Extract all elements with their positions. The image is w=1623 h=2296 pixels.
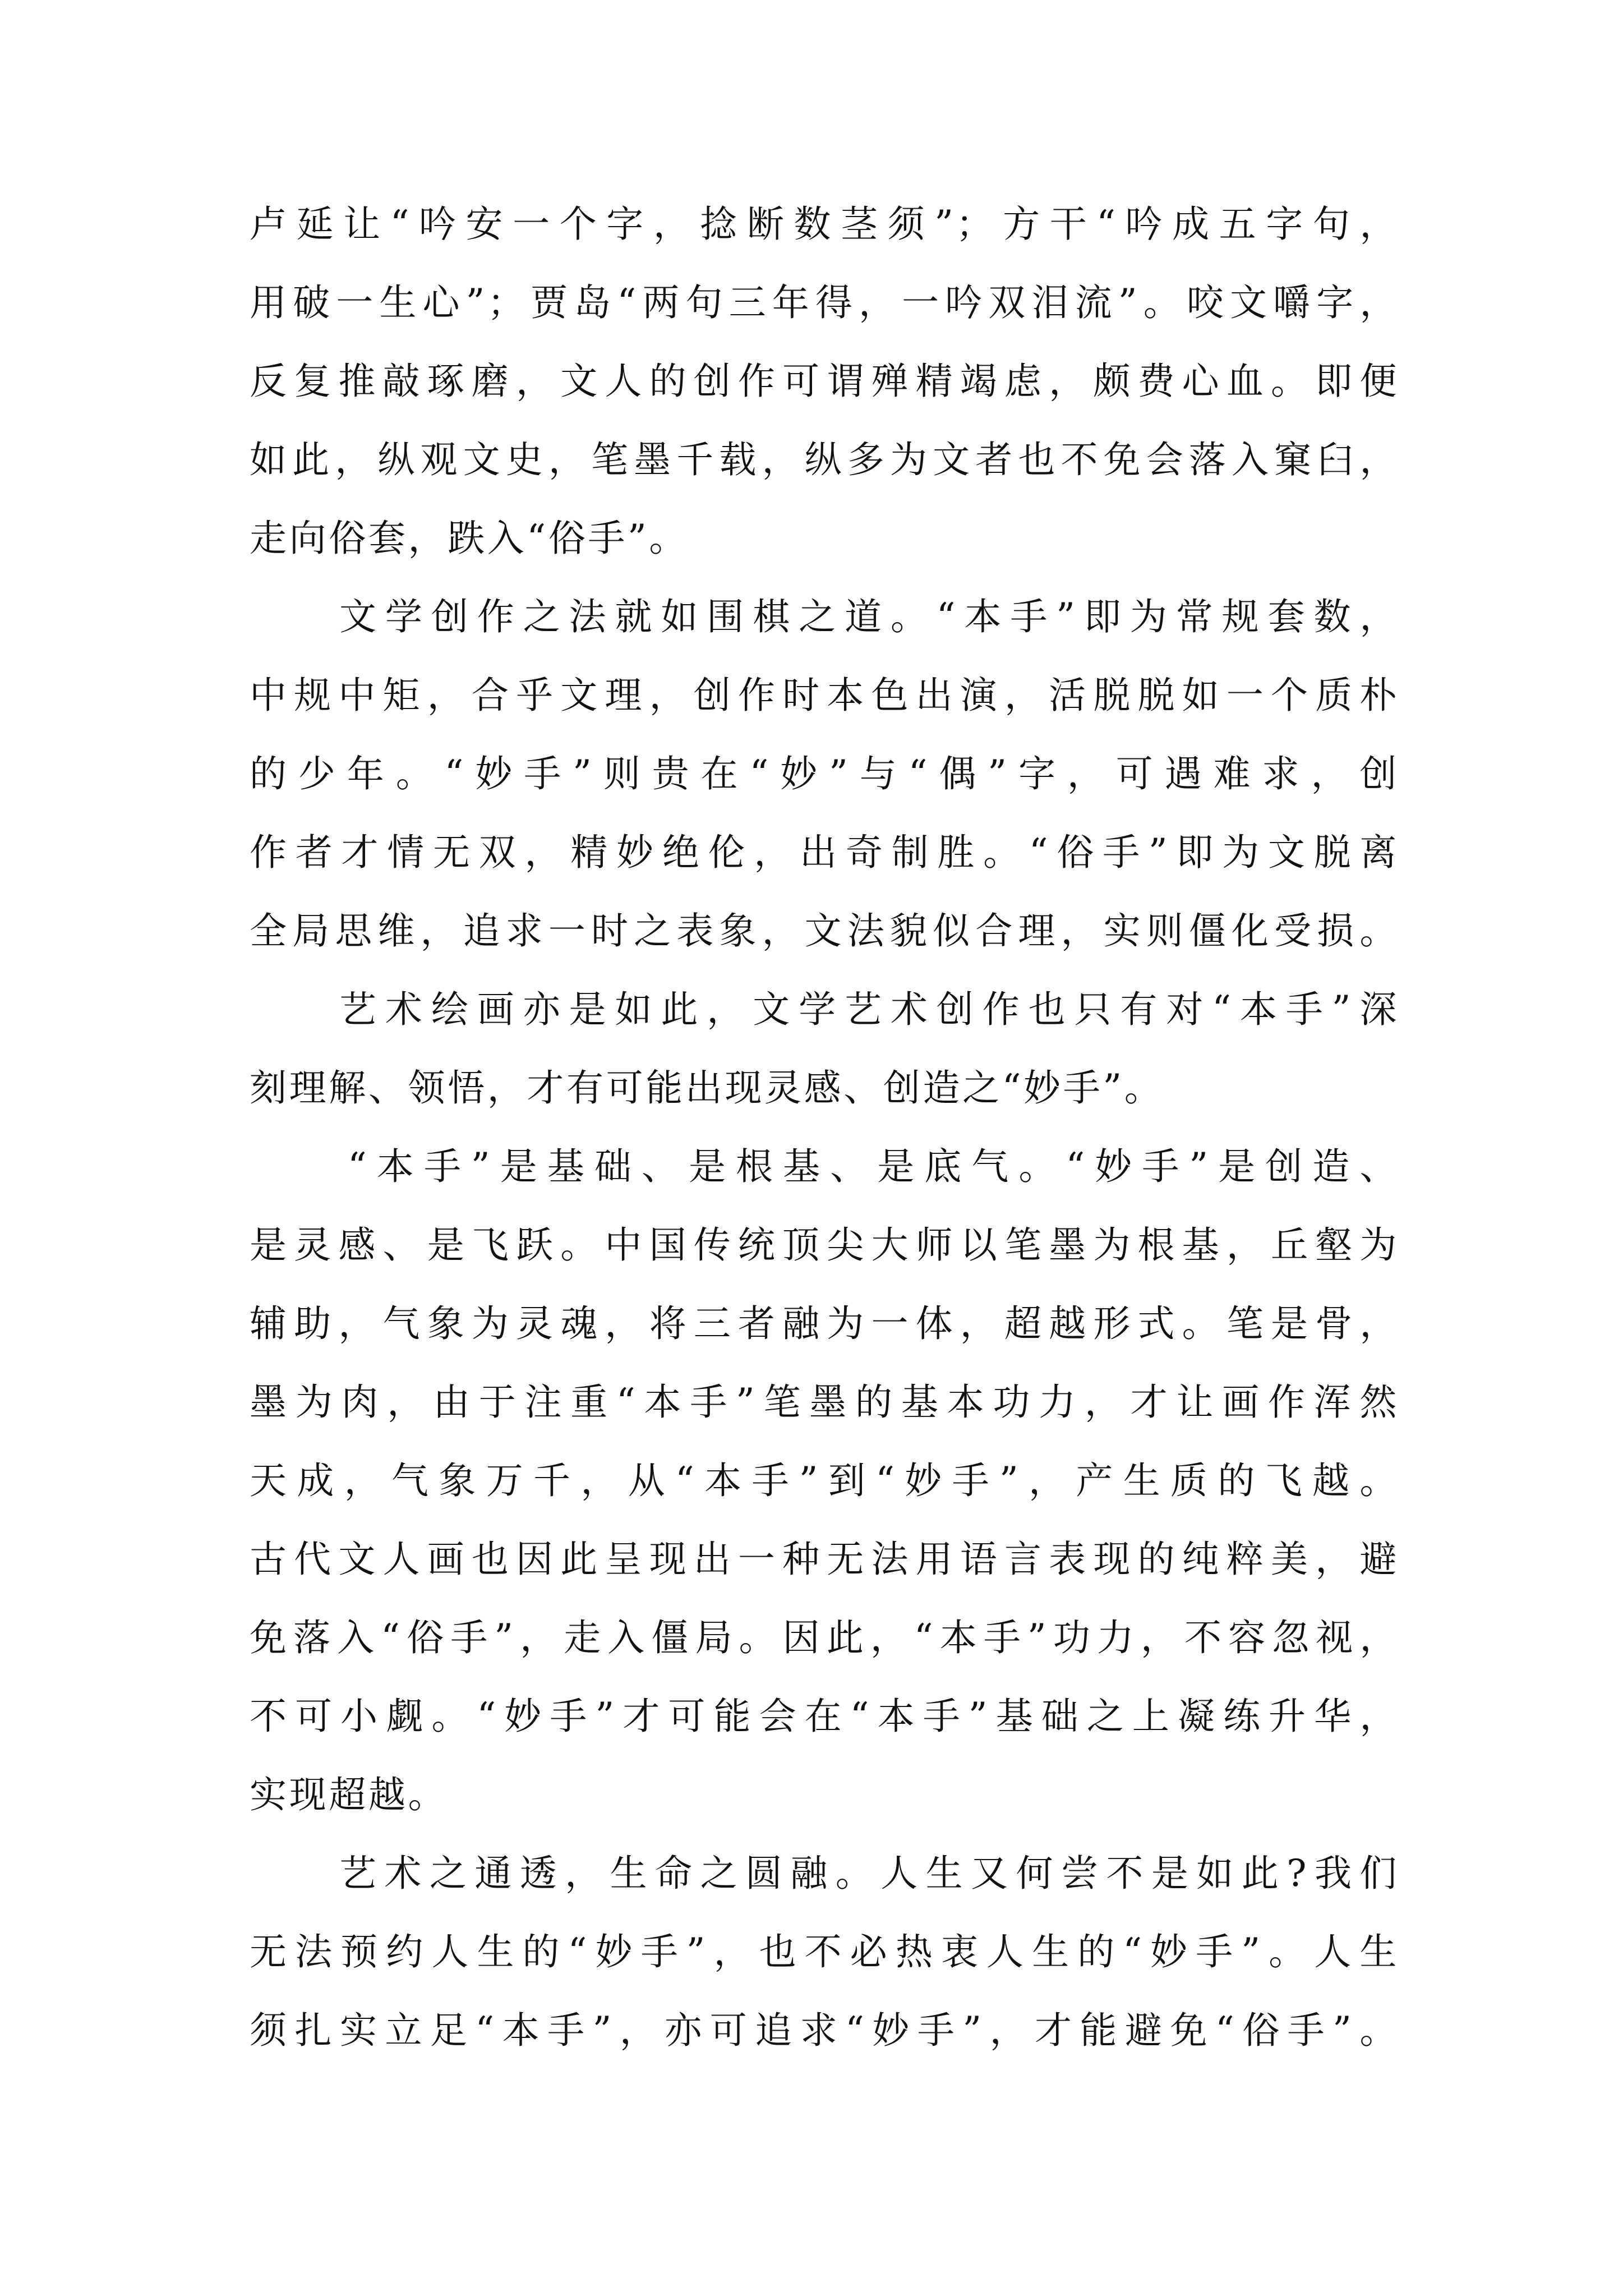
text-line: 天成，气象万千，从“本手”到“妙手”，产生质的飞越。 (250, 1459, 1399, 1502)
text-line: 刻理解、领悟，才有可能出现灵感、创造之“妙手”。 (250, 1066, 1164, 1110)
paragraph-5 (250, 1834, 1399, 2070)
text-line: 反复推敲琢磨，文人的创作可谓殚精竭虑，颇费心血。即便 (250, 360, 1399, 403)
text-line: 免落入“俗手”，走入僵局。因此，“本手”功力，不容忽视， (250, 1616, 1399, 1659)
text-line: 不可小觑。“妙手”才可能会在“本手”基础之上凝练升华， (250, 1695, 1399, 1738)
text-line: 须扎实立足“本手”，亦可追求“妙手”，才能避免“俗手”。 (250, 2009, 1399, 2052)
text-line: 走向俗套，跌入“俗手”。 (250, 517, 689, 560)
text-line: 艺术绘画亦是如此，文学艺术创作也只有对“本手”深 (339, 988, 1399, 1031)
text-line: “本手”是基础、是根基、是底气。“妙手”是创造、 (348, 1145, 1399, 1188)
paragraph-3 (250, 970, 1399, 1128)
text-line: 是灵感、是飞跃。中国传统顶尖大师以笔墨为根基，丘壑为 (250, 1223, 1399, 1267)
text-line: 墨为肉，由于注重“本手”笔墨的基本功力，才让画作浑然 (250, 1381, 1399, 1424)
text-line: 卢延让“吟安一个字，捻断数茎须”；方干“吟成五字句， (250, 203, 1399, 246)
text-line: 艺术之通透，生命之圆融。人生又何尝不是如此?我们 (339, 1852, 1399, 1895)
text-line: 全局思维，追求一时之表象，文法貌似合理，实则僵化受损。 (250, 909, 1399, 953)
text-line: 的少年。“妙手”则贵在“妙”与“偶”字，可遇难求，创 (250, 752, 1399, 795)
paragraph-2 (250, 578, 1399, 970)
text-line: 作者才情无双，精妙绝伦，出奇制胜。“俗手”即为文脱离 (250, 831, 1399, 874)
text-line: 古代文人画也因此呈现出一种无法用语言表现的纯粹美，避 (250, 1538, 1399, 1581)
paragraph-4 (250, 1128, 1399, 1834)
text-line: 中规中矩，合乎文理，创作时本色出演，活脱脱如一个质朴 (250, 674, 1399, 717)
essay-body (250, 185, 1399, 2070)
text-line: 如此，纵观文史，笔墨千载，纵多为文者也不免会落入窠臼， (250, 438, 1399, 481)
text-line: 用破一生心”；贾岛“两句三年得，一吟双泪流”。咬文嚼字， (250, 281, 1399, 324)
text-line: 文学创作之法就如围棋之道。“本手”即为常规套数， (339, 595, 1399, 638)
text-line: 无法预约人生的“妙手”，也不必热衷人生的“妙手”。人生 (250, 1930, 1399, 1973)
text-line: 实现超越。 (250, 1773, 448, 1816)
text-line: 辅助，气象为灵魂，将三者融为一体，超越形式。笔是骨， (250, 1302, 1399, 1345)
paragraph-1 (250, 185, 1399, 578)
